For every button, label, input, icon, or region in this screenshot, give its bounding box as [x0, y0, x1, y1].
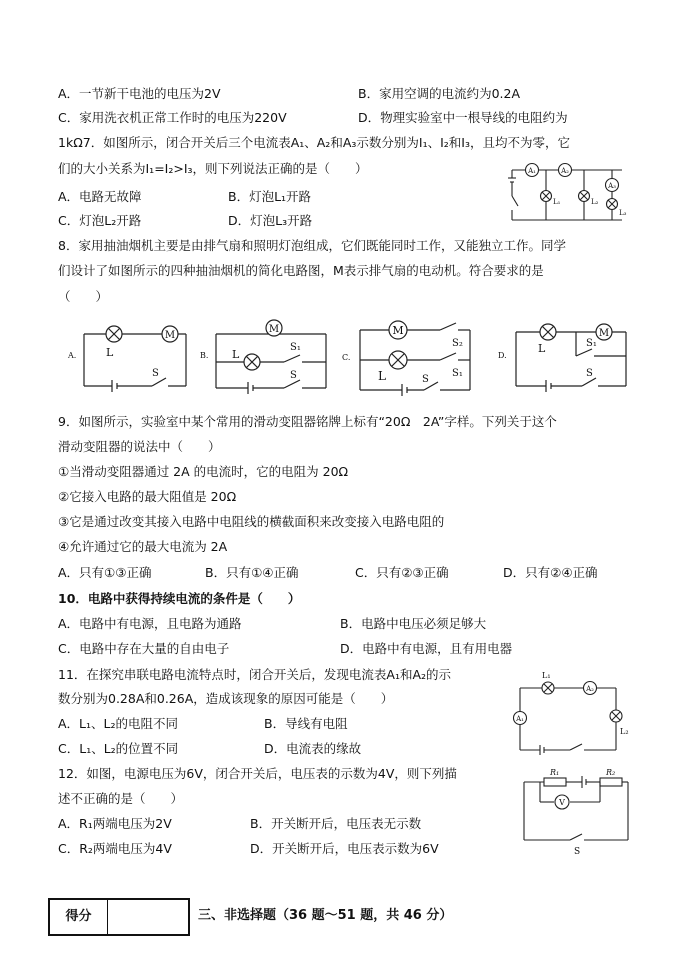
q8c-lamp-label: L: [378, 369, 386, 383]
q11-option-c: C．L₁、L₂的位置不同: [58, 741, 179, 756]
q12-option-c: C．R₂两端电压为4V: [58, 841, 172, 856]
q7-lamp-l2-label: L₂: [591, 198, 599, 206]
q8b-lamp: [244, 354, 260, 370]
q11-circuit-diagram: [512, 666, 636, 758]
q8-stem-line2: 们设计了如图所示的四种抽油烟机的简化电路图，M表示排气扇的电动机。符合要求的是: [58, 263, 544, 278]
q8b-switch1-label: S₁: [290, 342, 301, 353]
q8b-lamp-label: L: [232, 348, 240, 361]
q8b-switch-label: S: [290, 370, 297, 381]
q9-statement-3: ③它是通过改变其接入电路中电阻线的横截面积来改变接入电路电阻的: [58, 514, 445, 529]
q8c-switch2-label: S₂: [452, 338, 463, 349]
svg-text:A₁: A₁: [528, 167, 536, 175]
q7-option-c: C．灯泡L₂开路: [58, 213, 142, 228]
q6-option-a: A．一节新干电池的电压为2V: [58, 86, 221, 101]
q7-ammeter-a2: [559, 164, 572, 177]
q7-lamp-l3: [607, 199, 618, 210]
q12-resistor-r2-label: R₂: [606, 768, 616, 777]
q9-statement-1: ①当滑动变阻器通过 2A 的电流时，它的电阻为 20Ω: [58, 464, 349, 479]
q8d-lamp: [540, 324, 556, 340]
q11-lamp-l2-label: L₂: [620, 727, 629, 736]
q8c-switch1-label: S₁: [452, 368, 463, 379]
svg-text:M: M: [268, 324, 280, 335]
q12-stem-line2: 述不正确的是（ ）: [58, 791, 184, 806]
q8a-switch-label: S: [152, 368, 159, 379]
section-title: 三、非选择题（36 题～51 题，共 46 分）: [198, 908, 453, 923]
q8-circuit-a: [60, 318, 200, 394]
q7-stem-line1: 1kΩ7．如图所示，闭合开关后三个电流表A₁、A₂和A₃示数分别为I₁、I₂和I₃，且均不为零，它: [58, 135, 570, 150]
q12-option-d: D．开关断开后，电压表示数为6V: [250, 841, 439, 856]
q7-lamp-l3-label: L₃: [619, 209, 627, 217]
q7-option-a: A．电路无故障: [58, 189, 142, 204]
q8d-switch-label: S: [586, 368, 593, 379]
q6-option-c: C．家用洗衣机正常工作时的电压为220V: [58, 110, 287, 125]
q11-option-a: A．L₁、L₂的电阻不同: [58, 716, 179, 731]
q11-stem-line2: 数分别为0.28A和0.26A，造成该现象的原因可能是（ ）: [58, 691, 394, 706]
q9-option-d: D．只有②④正确: [503, 565, 598, 580]
q8-option-b-label: B.: [200, 351, 209, 360]
q8-option-a-label: A.: [68, 351, 77, 360]
q7-circuit-diagram: [498, 158, 630, 224]
q11-lamp-l1: [542, 682, 554, 694]
q8c-lamp: [389, 351, 407, 369]
q7-ammeter-a3: [606, 179, 619, 192]
svg-text:A₁: A₁: [516, 715, 524, 723]
q11-ammeter-a1: [514, 712, 527, 725]
q7-lamp-l2: [579, 191, 590, 202]
score-box: [48, 898, 190, 936]
q9-option-a: A．只有①③正确: [58, 565, 152, 580]
q8a-lamp-label: L: [106, 346, 114, 359]
q12-resistor-r1-label: R₁: [550, 768, 560, 777]
q8d-motor: [596, 324, 612, 340]
q12-option-a: A．R₁两端电压为2V: [58, 816, 172, 831]
q8d-lamp-label: L: [538, 342, 546, 355]
q7-ammeter-a1: [526, 164, 539, 177]
svg-text:M: M: [598, 328, 610, 339]
q12-circuit-diagram: [514, 764, 636, 858]
q11-ammeter-a2: [584, 682, 597, 695]
q12-voltmeter: [555, 795, 569, 809]
q9-option-b: B．只有①④正确: [205, 565, 299, 580]
q8-stem-line1: 8．家用抽油烟机主要是由排气扇和照明灯泡组成，它们既能同时工作，又能独立工作。同学: [58, 238, 566, 253]
q12-switch-label: S: [574, 847, 581, 857]
svg-text:A₃: A₃: [608, 182, 616, 190]
q12-option-b: B．开关断开后，电压表无示数: [250, 816, 422, 831]
q7-lamp-l1-label: L₁: [553, 198, 561, 206]
q6-option-d: D．物理实验室中一根导线的电阻约为: [358, 110, 568, 125]
q10-option-b: B．电路中电压必须足够大: [340, 616, 487, 631]
q8a-lamp: [106, 326, 122, 342]
svg-text:V: V: [559, 798, 565, 807]
q11-stem-line1: 11．在探究串联电路电流特点时，闭合开关后，发现电流表A₁和A₂的示: [58, 667, 452, 682]
q8b-motor: [266, 320, 282, 336]
q12-stem-line1: 12．如图，电源电压为6V，闭合开关后，电压表的示数为4V，则下列描: [58, 766, 457, 781]
q7-option-d: D．灯泡L₃开路: [228, 213, 313, 228]
q8d-switch1-label: S₁: [586, 338, 597, 349]
q8-circuit-d: [496, 318, 636, 394]
q8-option-d-label: D.: [498, 351, 507, 360]
q9-statement-2: ②它接入电路的最大阻值是 20Ω: [58, 489, 237, 504]
q7-lamp-l1: [541, 191, 552, 202]
q10-option-a: A．电路中有电源，且电路为通路: [58, 616, 242, 631]
q8c-switch-label: S: [422, 374, 429, 385]
q10-stem: 10．电路中获得持续电流的条件是（ ）: [58, 591, 301, 606]
q11-lamp-l1-label: L₁: [542, 671, 551, 680]
q11-option-d: D．电流表的缘故: [264, 741, 362, 756]
q9-stem-line2: 滑动变阻器的说法中（ ）: [58, 439, 221, 454]
q11-lamp-l2: [610, 710, 622, 722]
q7-option-b: B．灯泡L₁开路: [228, 189, 312, 204]
q8a-motor: [162, 326, 178, 342]
svg-text:A₂: A₂: [561, 167, 569, 175]
q6-option-b: B．家用空调的电流约为0.2A: [358, 86, 521, 101]
svg-text:M: M: [164, 330, 176, 341]
q7-stem-line2: 们的大小关系为I₁=I₂>I₃，则下列说法正确的是（ ）: [58, 161, 368, 176]
q10-option-c: C．电路中存在大量的自由电子: [58, 641, 230, 656]
q11-option-b: B．导线有电阻: [264, 716, 348, 731]
score-label: 得分: [50, 900, 108, 934]
svg-text:M: M: [392, 324, 404, 337]
q9-stem-line1: 9．如图所示，实验室中某个常用的滑动变阻器铭牌上标有“20Ω 2A”字样。下列关于这个: [58, 414, 557, 429]
q9-statement-4: ④允许通过它的最大电流为 2A: [58, 539, 228, 554]
svg-text:A₂: A₂: [586, 685, 594, 693]
q9-option-c: C．只有②③正确: [355, 565, 449, 580]
q8-stem-line3: （ ）: [58, 289, 109, 304]
q8-circuit-c: [340, 314, 480, 396]
q8c-motor: [389, 321, 407, 339]
q8-circuit-b: [198, 316, 338, 394]
q8-option-c-label: C.: [342, 353, 351, 362]
q10-option-d: D．电路中有电源，且有用电器: [340, 641, 513, 656]
